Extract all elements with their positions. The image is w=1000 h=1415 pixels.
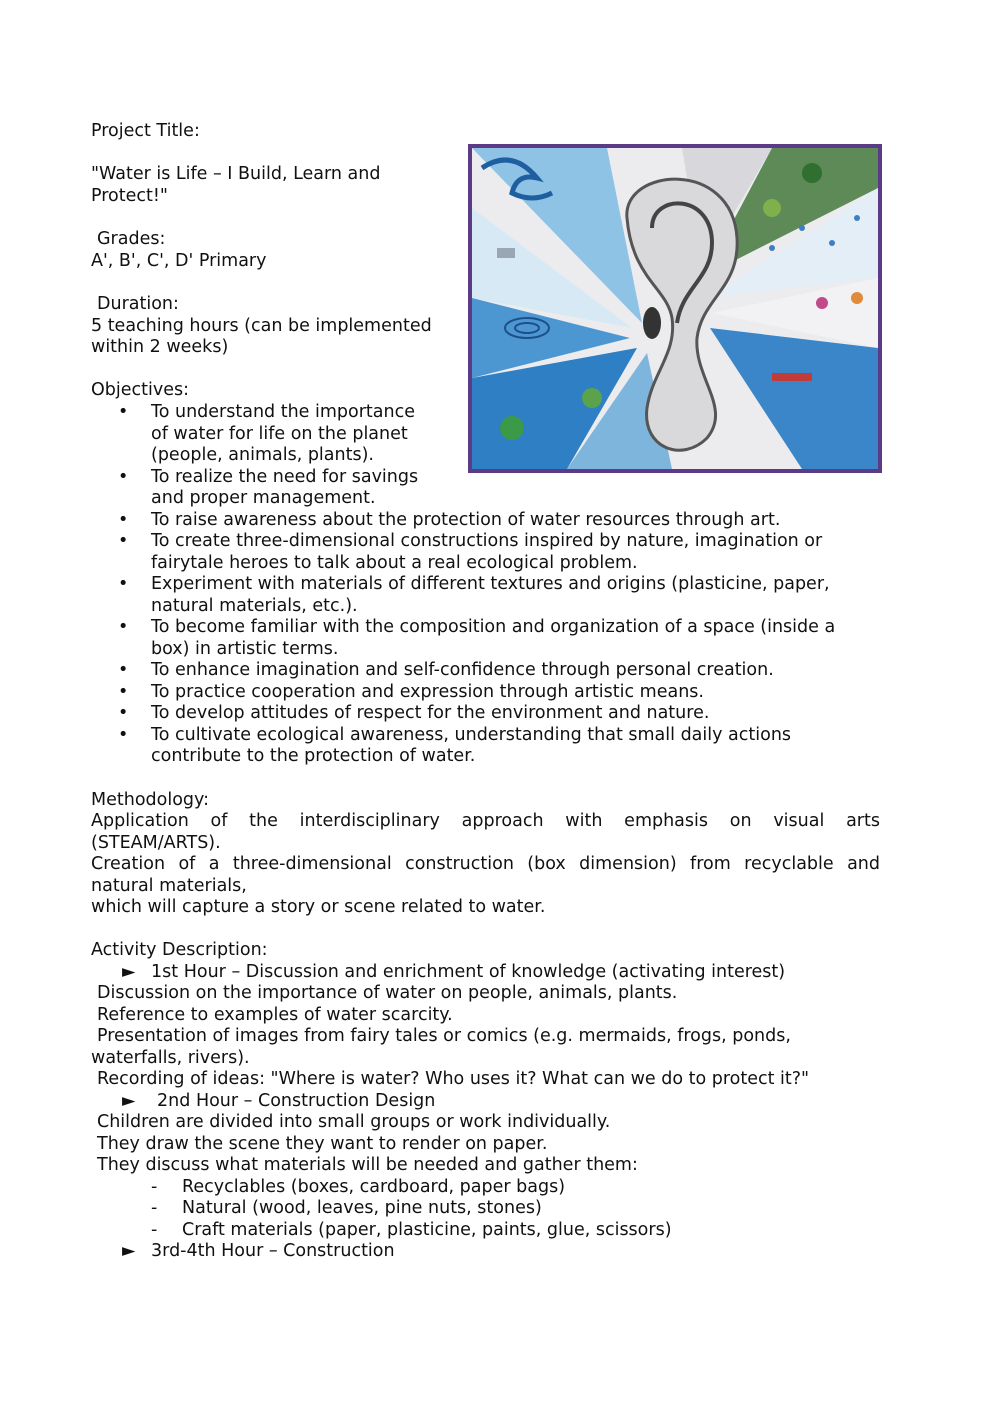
objective-line: To create three-dimensional constructions inspired by nature, imagination or bbox=[151, 531, 823, 551]
material-item: Craft materials (paper, plasticine, paints, glue, scissors) bbox=[182, 1220, 672, 1240]
artwork-illustration bbox=[472, 148, 878, 469]
material-item: Recyclables (boxes, cardboard, paper bags) bbox=[182, 1177, 566, 1197]
bullet: • bbox=[118, 531, 129, 551]
methodology-line: (STEAM/ARTS). bbox=[91, 833, 221, 853]
bullet: • bbox=[118, 660, 129, 680]
objective-line: Experiment with materials of different textures and origins (plasticine, paper, bbox=[151, 574, 830, 594]
arrow-icon: ► bbox=[122, 962, 136, 982]
artwork-image bbox=[468, 144, 882, 473]
hour1-line: Presentation of images from fairy tales or comics (e.g. mermaids, frogs, ponds, bbox=[97, 1026, 791, 1046]
objectives-label: Objectives: bbox=[91, 380, 189, 400]
hour2-heading-text: 2nd Hour – Construction Design bbox=[157, 1091, 436, 1111]
dash: - bbox=[151, 1198, 158, 1218]
methodology-line: Creation of a three-dimensional construction (box dimension) from recyclable and bbox=[91, 854, 880, 874]
methodology-label: Methodology: bbox=[91, 790, 209, 810]
methodology-line: natural materials, bbox=[91, 876, 247, 896]
arrow-icon: ► bbox=[122, 1091, 136, 1111]
grades-label: Grades: bbox=[97, 229, 166, 249]
objective-line: fairytale heroes to talk about a real ecological problem. bbox=[151, 553, 638, 573]
objective-line: To realize the need for savings bbox=[151, 467, 419, 487]
activity-label: Activity Description: bbox=[91, 940, 268, 960]
hour1-heading-text: 1st Hour – Discussion and enrichment of knowledge (activating interest) bbox=[151, 962, 786, 982]
hour2-line: Children are divided into small groups or work individually. bbox=[97, 1112, 611, 1132]
dash: - bbox=[151, 1177, 158, 1197]
material-item: Natural (wood, leaves, pine nuts, stones) bbox=[182, 1198, 542, 1218]
hour34-heading-text: 3rd-4th Hour – Construction bbox=[151, 1241, 395, 1261]
hour2-heading bbox=[122, 1091, 435, 1113]
hour1-heading bbox=[122, 962, 785, 984]
bullet: • bbox=[118, 682, 129, 702]
objective-line: To develop attitudes of respect for the environment and nature. bbox=[151, 703, 710, 723]
project-title-line: Protect!" bbox=[91, 186, 168, 206]
dash: - bbox=[151, 1220, 158, 1240]
objective-line: To understand the importance bbox=[151, 402, 415, 422]
bullet: • bbox=[118, 574, 129, 594]
bullet: • bbox=[118, 725, 129, 745]
hour1-line: waterfalls, rivers). bbox=[91, 1048, 250, 1068]
objective-line: natural materials, etc.). bbox=[151, 596, 358, 616]
bullet: • bbox=[118, 510, 129, 530]
duration-value: within 2 weeks) bbox=[91, 337, 229, 357]
hour1-line: Recording of ideas: "Where is water? Who uses it? What can we do to protect it?" bbox=[97, 1069, 810, 1089]
objective-line: box) in artistic terms. bbox=[151, 639, 339, 659]
methodology-line: which will capture a story or scene related to water. bbox=[91, 897, 546, 917]
objective-line: To enhance imagination and self-confidence through personal creation. bbox=[151, 660, 774, 680]
duration-label: Duration: bbox=[97, 294, 179, 314]
objective-line: (people, animals, plants). bbox=[151, 445, 374, 465]
arrow-icon: ► bbox=[122, 1241, 136, 1261]
grades-value: A', B', C', D' Primary bbox=[91, 251, 267, 271]
objective-line: of water for life on the planet bbox=[151, 424, 408, 444]
bullet: • bbox=[118, 703, 129, 723]
duration-value: 5 teaching hours (can be implemented bbox=[91, 316, 432, 336]
project-title-label: Project Title: bbox=[91, 121, 200, 141]
hour2-line: They draw the scene they want to render on paper. bbox=[97, 1134, 548, 1154]
hour34-heading bbox=[122, 1241, 395, 1263]
project-title-line: "Water is Life – I Build, Learn and bbox=[91, 164, 381, 184]
objective-line: To raise awareness about the protection of water resources through art. bbox=[151, 510, 781, 530]
hour1-line: Discussion on the importance of water on people, animals, plants. bbox=[97, 983, 678, 1003]
hour1-line: Reference to examples of water scarcity. bbox=[97, 1005, 453, 1025]
hour2-line: They discuss what materials will be needed and gather them: bbox=[97, 1155, 638, 1175]
bullet: • bbox=[118, 402, 129, 422]
bullet: • bbox=[118, 467, 129, 487]
objective-line: To become familiar with the composition and organization of a space (inside a bbox=[151, 617, 836, 637]
objective-line: To cultivate ecological awareness, understanding that small daily actions bbox=[151, 725, 792, 745]
methodology-line: Application of the interdisciplinary approach with emphasis on visual arts bbox=[91, 811, 880, 831]
objective-line: and proper management. bbox=[151, 488, 376, 508]
objective-line: contribute to the protection of water. bbox=[151, 746, 476, 766]
bullet: • bbox=[118, 617, 129, 637]
objective-line: To practice cooperation and expression through artistic means. bbox=[151, 682, 704, 702]
